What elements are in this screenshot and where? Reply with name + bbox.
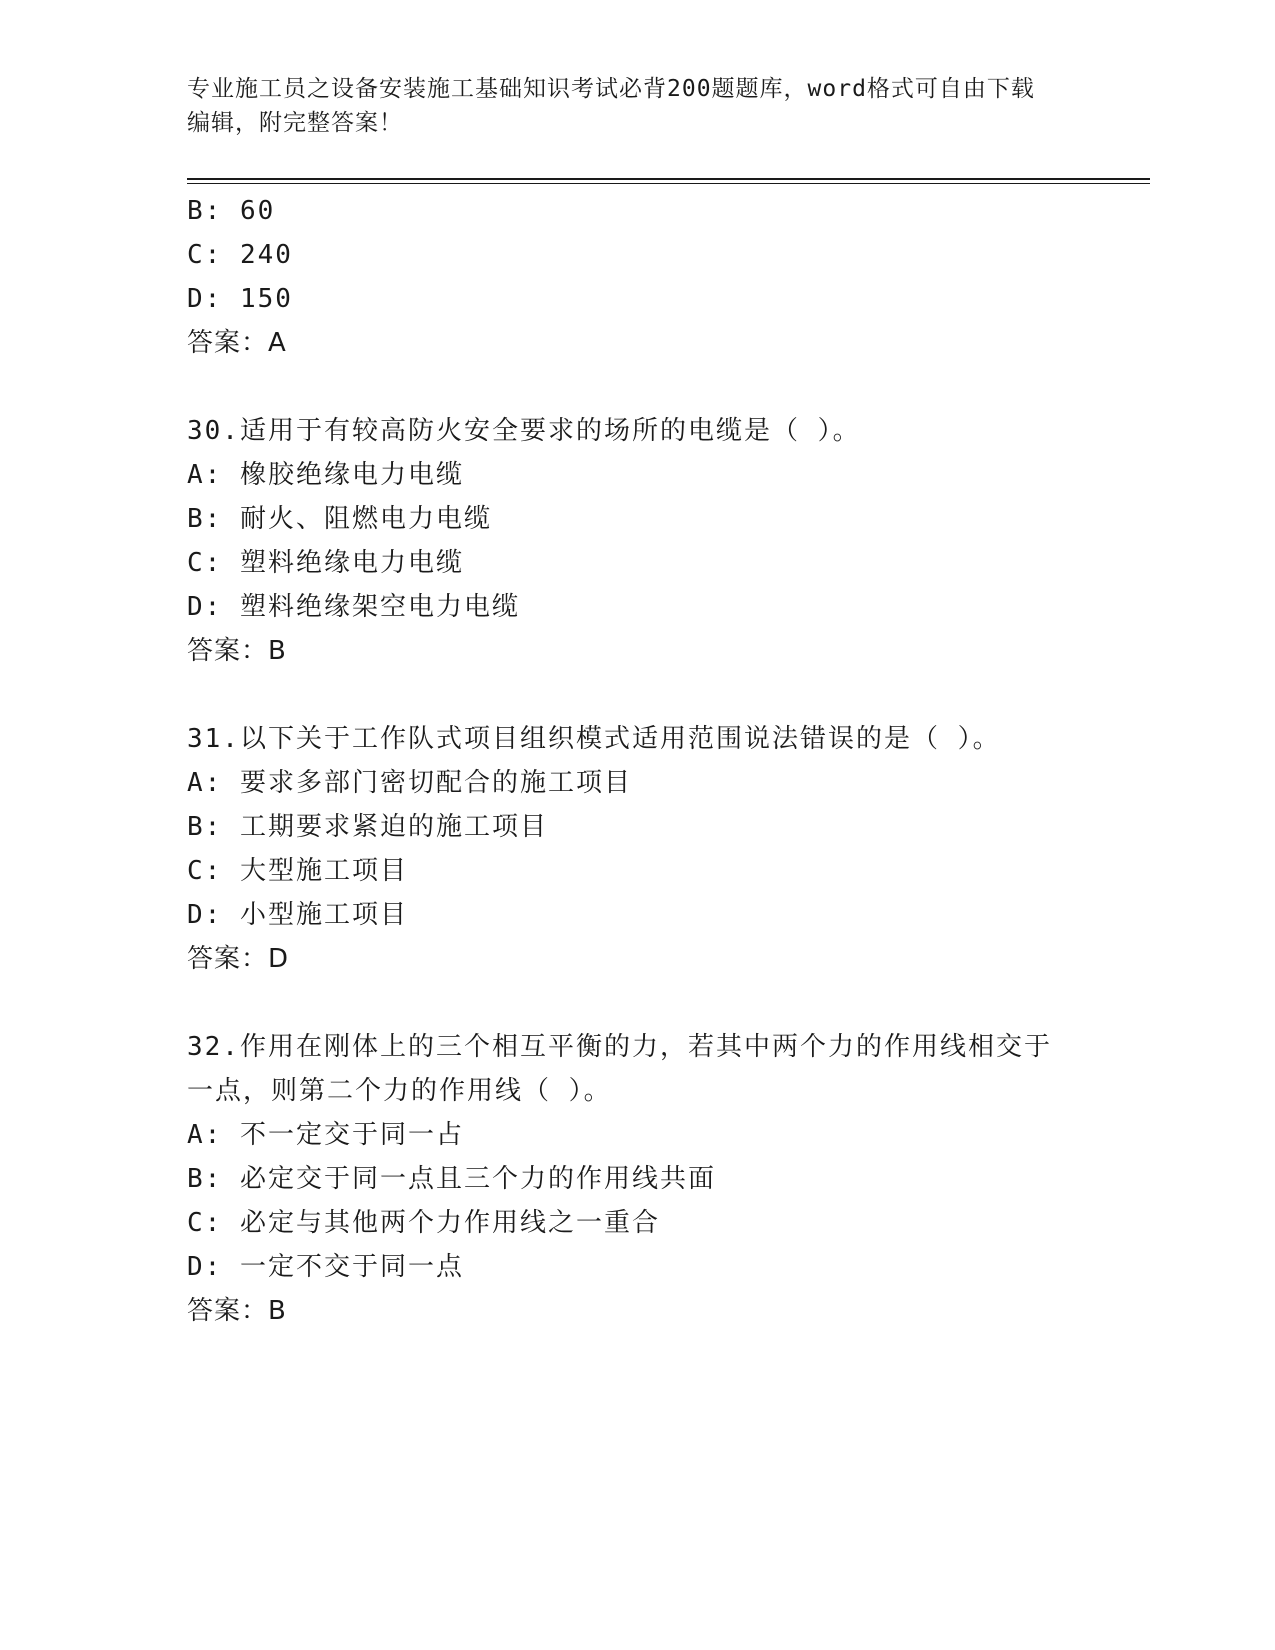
q32-stem-line-2: 一点，则第二个力的作用线（ ）。 [187, 1076, 612, 1106]
q31-option-d: D: 小型施工项目 [187, 900, 408, 930]
q29-option-d: D: 150 [187, 284, 293, 314]
header-divider-thin [187, 183, 1150, 184]
header-divider-thick [187, 178, 1150, 180]
q30-answer: 答案：B [187, 636, 287, 666]
q31-stem: 31.以下关于工作队式项目组织模式适用范围说法错误的是（ ）。 [187, 724, 1001, 754]
q31-option-b: B: 工期要求紧迫的施工项目 [187, 812, 548, 842]
q32-option-c: C: 必定与其他两个力作用线之一重合 [187, 1208, 660, 1238]
q31-answer: 答案：D [187, 944, 290, 974]
document-header [187, 72, 1067, 140]
q30-option-c: C: 塑料绝缘电力电缆 [187, 548, 464, 578]
q30-option-b: B: 耐火、阻燃电力电缆 [187, 504, 492, 534]
q32-option-a: A: 不一定交于同一占 [187, 1120, 464, 1150]
header-title-line-2: 编辑，附完整答案！ [187, 110, 403, 136]
q31-option-a: A: 要求多部门密切配合的施工项目 [187, 768, 632, 798]
q31-option-c: C: 大型施工项目 [187, 856, 408, 886]
q29-option-c: C: 240 [187, 240, 293, 270]
q30-stem: 30.适用于有较高防火安全要求的场所的电缆是（ ）。 [187, 416, 861, 446]
q29-answer: 答案：A [187, 328, 287, 358]
q29-option-b: B: 60 [187, 196, 276, 226]
q32-stem-line-1: 32.作用在刚体上的三个相互平衡的力，若其中两个力的作用线相交于 [187, 1032, 1052, 1062]
q32-option-b: B: 必定交于同一点且三个力的作用线共面 [187, 1164, 716, 1194]
header-title-line-1: 专业施工员之设备安装施工基础知识考试必背200题题库，word格式可自由下载 [187, 76, 1035, 102]
q30-option-a: A: 橡胶绝缘电力电缆 [187, 460, 464, 490]
q32-option-d: D: 一定不交于同一点 [187, 1252, 464, 1282]
q30-option-d: D: 塑料绝缘架空电力电缆 [187, 592, 520, 622]
q32-answer: 答案：B [187, 1296, 287, 1326]
